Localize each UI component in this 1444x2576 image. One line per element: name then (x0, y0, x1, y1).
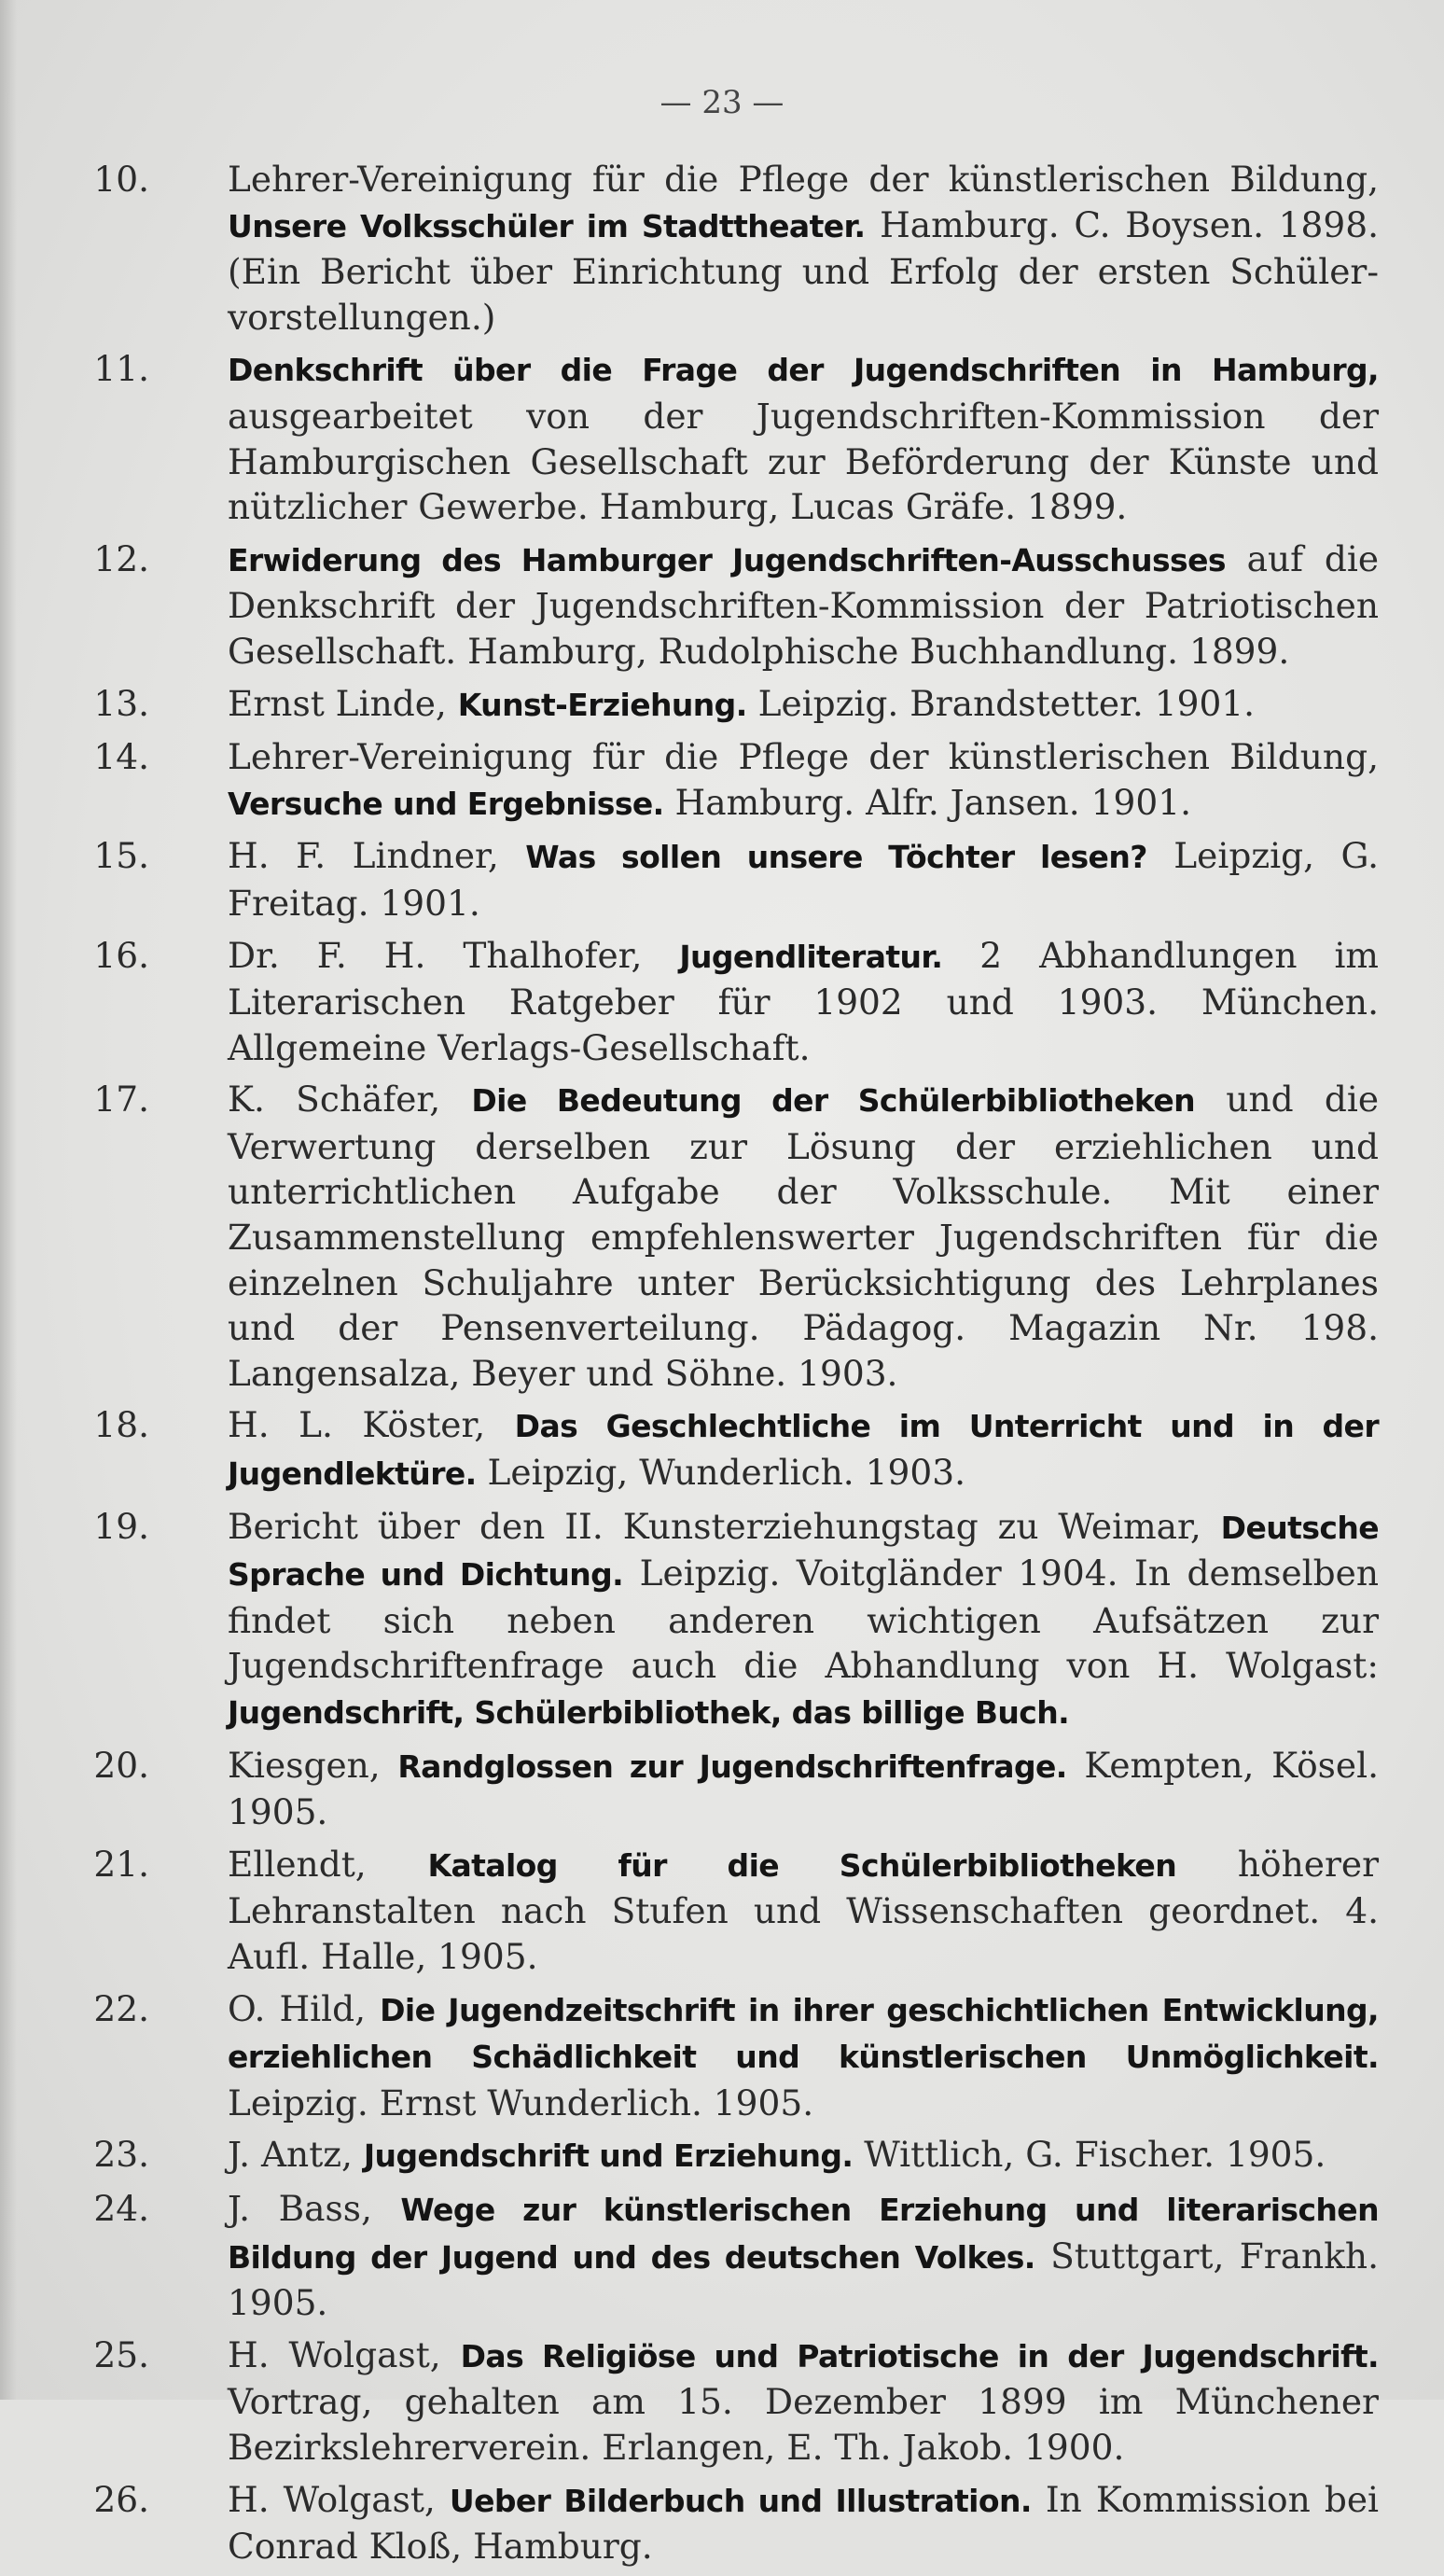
page-gutter-shadow (0, 0, 17, 2400)
entry-publication-text: Leipzig. Ernst Wunderlich. 1905. (228, 2082, 814, 2123)
entry-title: Das Geschlechtliche im Unterricht und in der Jugendlektüre. (228, 1408, 1380, 1493)
entry-title: Versuche und Ergebnisse. (228, 785, 664, 822)
entry-title: Jugendschrift und Erziehung. (363, 2137, 854, 2175)
entry-author-text: H. L. Köster, (228, 1404, 486, 1446)
bibliography-entry (90, 2477, 1379, 2569)
entry-publication-text: ausgearbeitet von der Jugendschriften-Kommission der Hamburgischen Gesellschaft zur Beförderung der Künste und nützlicher Gewerbe. Hamburg, Lucas Gräfe. 1899. (228, 395, 1379, 528)
bibliography-entry (90, 1743, 1379, 1835)
entry-author-text: J. Antz, (228, 2134, 353, 2176)
entry-author-text: H. F. Lindner, (228, 835, 499, 877)
entry-number: 16. (93, 934, 149, 976)
bibliography-entry (90, 681, 1379, 729)
entry-publication-text: Leipzig. Voitgländer 1904. In demselben findet sich neben anderen wichtigen Aufsätzen zur Jugendschriftenfrage auch die Abhandlung von H. Wolgast: (228, 1553, 1379, 1687)
entry-author-text: O. Hild, (228, 1987, 367, 2029)
entry-publication-text: Vortrag, gehalten am 15. Dezember 1899 im Münchener Bezirkslehrerverein. Erlangen, E. Th. Jakob. 1900. (228, 2381, 1379, 2468)
entry-title: Randglossen zur Jugendschriftenfrage. (397, 1748, 1067, 1785)
entry-author-text: Kiesgen, (228, 1744, 381, 1786)
bibliography-entry (90, 1842, 1379, 1980)
entry-number: 23. (93, 2134, 149, 2176)
entry-publication-text: Leipzig, Wunderlich. 1903. (487, 1452, 965, 1494)
entry-publication-text: auf die Denkschrift der Jugendschriften-Kommission der Patriotischen Gesellschaft. Hamburg, Rudolphische Buchhandlung. 1899. (228, 537, 1380, 672)
bibliography-entry (90, 157, 1379, 340)
entry-title: Kunst-Erziehung. (457, 686, 747, 723)
entry-author-text: H. Wolgast, (228, 2478, 436, 2520)
entry-number: 15. (93, 835, 149, 877)
entry-publication-text: Hamburg. C. Boysen. 1898. (Ein Bericht über Einrichtung und Erfolg der ersten Schüler-vorstellungen.) (228, 203, 1379, 338)
entry-number: 21. (93, 1843, 149, 1885)
bibliography-entry (90, 2186, 1379, 2326)
entry-title: Wege zur künstlerischen Erziehung und literarischen Bildung der Jugend und des deutschen Volkes. (228, 2191, 1379, 2276)
bibliography-entry (90, 1504, 1379, 1736)
entry-number: 22. (93, 1987, 149, 2029)
entry-publication-text: höherer Lehranstalten nach Stufen und Wissenschaften geordnet. 4. Aufl. Halle, 1905. (228, 1843, 1379, 1977)
bibliography-entry (90, 536, 1379, 675)
entry-author-text: Bericht über den II. Kunsterziehungstag zu Weimar, (228, 1505, 1201, 1547)
entry-number: 26. (93, 2478, 149, 2520)
entry-number: 24. (93, 2187, 149, 2229)
entry-number: 11. (93, 348, 149, 390)
entry-author-text: J. Bass, (228, 2187, 372, 2229)
entry-number: 10. (93, 159, 149, 200)
bibliography-entry (90, 1986, 1379, 2126)
entry-author-text: Dr. F. H. Thalhofer, (228, 934, 643, 976)
entry-number: 25. (93, 2333, 149, 2375)
entry-number: 17. (93, 1079, 149, 1121)
entry-publication-text: 2 Abhandlungen im Literarischen Ratgeber für 1902 und 1903. München. Allgemeine Verlags-Gesellschaft. (228, 934, 1379, 1068)
bibliography-entry (90, 833, 1379, 926)
entry-publication-text: Kempten, Kösel. 1905. (228, 1744, 1380, 1833)
entry-author-text: Lehrer-Vereinigung für die Pflege der künstlerischen Bildung, (228, 159, 1379, 200)
bibliography-entry (90, 1077, 1379, 1396)
entry-title: Katalog für die Schülerbibliotheken (427, 1846, 1177, 1884)
entry-title: Jugendschrift, Schülerbibliothek, das billige Buch. (228, 1694, 1070, 1731)
entry-publication-text: Stuttgart, Frankh. 1905. (228, 2235, 1380, 2324)
entry-title: Denkschrift über die Frage der Jugendschriften in Hamburg, (228, 352, 1379, 389)
page-number: — 23 — (660, 84, 784, 121)
entry-number: 20. (93, 1744, 149, 1786)
entry-publication-text: und die Verwertung derselben zur Lösung der erziehlichen und unterrichtlichen Aufgabe der Volksschule. Mit einer Zusammenstellung empfehlenswerter Jugendschriften für die einzelnen Schuljahre unter Berücksichtigung des Lehrplanes und der Pensenverteilung. Pädagog. Magazin Nr. 198. Langensalza, Beyer und Söhne. 1903. (228, 1079, 1380, 1394)
bibliography-entry (90, 2332, 1379, 2471)
entry-publication-text: In Kommission bei Conrad Kloß, Hamburg. (228, 2478, 1380, 2568)
entry-publication-text: Leipzig. Brandstetter. 1901. (757, 682, 1256, 724)
entry-title: Erwiderung des Hamburger Jugendschriften-Ausschusses (228, 541, 1226, 578)
entry-author-text: Ellendt, (228, 1843, 367, 1885)
entry-author-text: K. Schäfer, (228, 1079, 441, 1121)
entry-author-text: Ernst Linde, (228, 682, 447, 724)
entry-title: Die Bedeutung der Schülerbibliotheken (471, 1082, 1196, 1120)
bibliography-entry (90, 2132, 1379, 2179)
entry-publication-text: Leipzig, G. Freitag. 1901. (228, 835, 1380, 924)
entry-title: Unsere Volksschüler im Stadttheater. (228, 207, 866, 244)
entry-author-text: Lehrer-Vereinigung für die Pflege der künstlerischen Bildung, (228, 736, 1379, 778)
entry-author-text: H. Wolgast, (228, 2333, 441, 2375)
entry-title: Was sollen unsere Töchter lesen? (525, 839, 1147, 876)
entry-number: 18. (93, 1404, 149, 1446)
bibliography-entry (90, 1402, 1379, 1497)
entry-publication-text: Hamburg. Alfr. Jansen. 1901. (674, 781, 1192, 823)
entry-number: 13. (93, 682, 149, 724)
entry-title: Ueber Bilderbuch und Illustration. (449, 2482, 1032, 2519)
entry-number: 14. (93, 736, 149, 778)
bibliography-list (90, 157, 1379, 2576)
entry-title: Jugendliteratur. (679, 938, 943, 975)
entry-title: Deutsche Sprache und Dichtung. (228, 1509, 1379, 1594)
entry-publication-text: Wittlich, G. Fischer. 1905. (864, 2134, 1326, 2176)
bibliography-entry (90, 734, 1379, 827)
entry-number: 19. (93, 1505, 149, 1547)
entry-number: 12. (93, 537, 149, 579)
bibliography-entry (90, 346, 1379, 529)
entry-title: Das Religiöse und Patriotische in der Jugendschrift. (460, 2337, 1379, 2374)
bibliography-entry (90, 933, 1379, 1071)
entry-title: Die Jugendzeitschrift in ihrer geschichtlichen Entwicklung, erziehlichen Schädlichkeit und künstlerischen Unmöglichkeit. (228, 1991, 1379, 2076)
